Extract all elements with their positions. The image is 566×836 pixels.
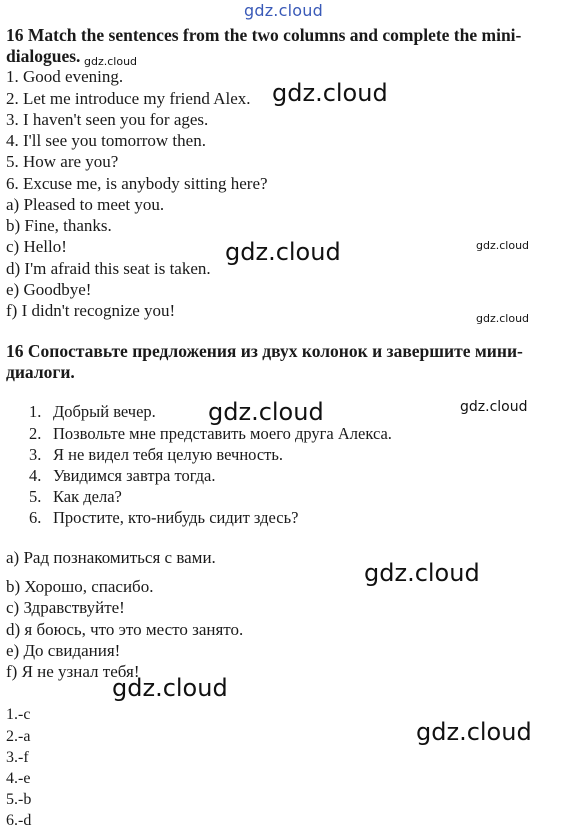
right-column-item: e) Goodbye!: [6, 280, 92, 299]
answer-item: 6.-d: [6, 812, 32, 829]
lettered-item: f) Я не узнал тебя!: [6, 662, 140, 681]
left-column-item: 3. I haven't seen you for ages.: [6, 110, 209, 129]
exercise-heading-russian: 16 Сопоставьте предложения из двух колонок и завершите мини-диалоги.: [6, 341, 523, 382]
exercise-heading-english: 16 Match the sentences from the two columns and complete the mini-dialogues.: [6, 25, 522, 66]
watermark-top: gdz.cloud: [244, 1, 323, 20]
lettered-item: b) Хорошо, спасибо.: [6, 577, 154, 596]
answer-item: 3.-f: [6, 749, 29, 766]
watermark-small: gdz.cloud: [460, 399, 528, 415]
right-column-item: f) I didn't recognize you!: [6, 301, 176, 320]
right-column-item: a) Pleased to meet you.: [6, 195, 165, 214]
numbered-item: 6. Простите, кто-нибудь сидит здесь?: [29, 508, 299, 527]
lettered-item: e) До свидания!: [6, 641, 121, 660]
watermark-large: gdz.cloud: [112, 674, 228, 702]
lettered-item: a) Рад познакомиться с вами.: [6, 548, 216, 567]
numbered-item: 2. Позвольте мне представить моего друга Алекса.: [29, 424, 392, 443]
left-column-item: 1. Good evening.: [6, 67, 124, 86]
right-column-item: c) Hello!: [6, 237, 67, 256]
numbered-item: 4. Увидимся завтра тогда.: [29, 466, 216, 485]
watermark-large: gdz.cloud: [225, 238, 341, 266]
answer-item: 4.-e: [6, 770, 31, 787]
left-column-item: 2. Let me introduce my friend Alex.: [6, 89, 251, 108]
watermark-small: gdz.cloud: [84, 55, 138, 68]
right-column-item: b) Fine, thanks.: [6, 216, 112, 235]
numbered-item: 5. Как дела?: [29, 487, 122, 506]
lettered-item: d) я боюсь, что это место занято.: [6, 620, 244, 639]
left-column-item: 4. I'll see you tomorrow then.: [6, 131, 206, 150]
watermark-large: gdz.cloud: [272, 79, 388, 107]
lettered-item: c) Здравствуйте!: [6, 598, 125, 617]
answer-item: 5.-b: [6, 791, 32, 808]
numbered-item: 3. Я не видел тебя целую вечность.: [29, 445, 284, 464]
left-column-item: 5. How are you?: [6, 152, 119, 171]
left-column-item: 6. Excuse me, is anybody sitting here?: [6, 174, 268, 193]
watermark-large: gdz.cloud: [416, 718, 532, 746]
answer-item: 2.-a: [6, 728, 31, 745]
answer-item: 1.-c: [6, 706, 31, 723]
numbered-item: 1. Добрый вечер.: [29, 402, 156, 421]
watermark-small: gdz.cloud: [476, 239, 530, 252]
watermark-large: gdz.cloud: [364, 559, 480, 587]
watermark-small: gdz.cloud: [476, 312, 530, 325]
right-column-item: d) I'm afraid this seat is taken.: [6, 259, 211, 278]
watermark-large: gdz.cloud: [208, 398, 324, 426]
